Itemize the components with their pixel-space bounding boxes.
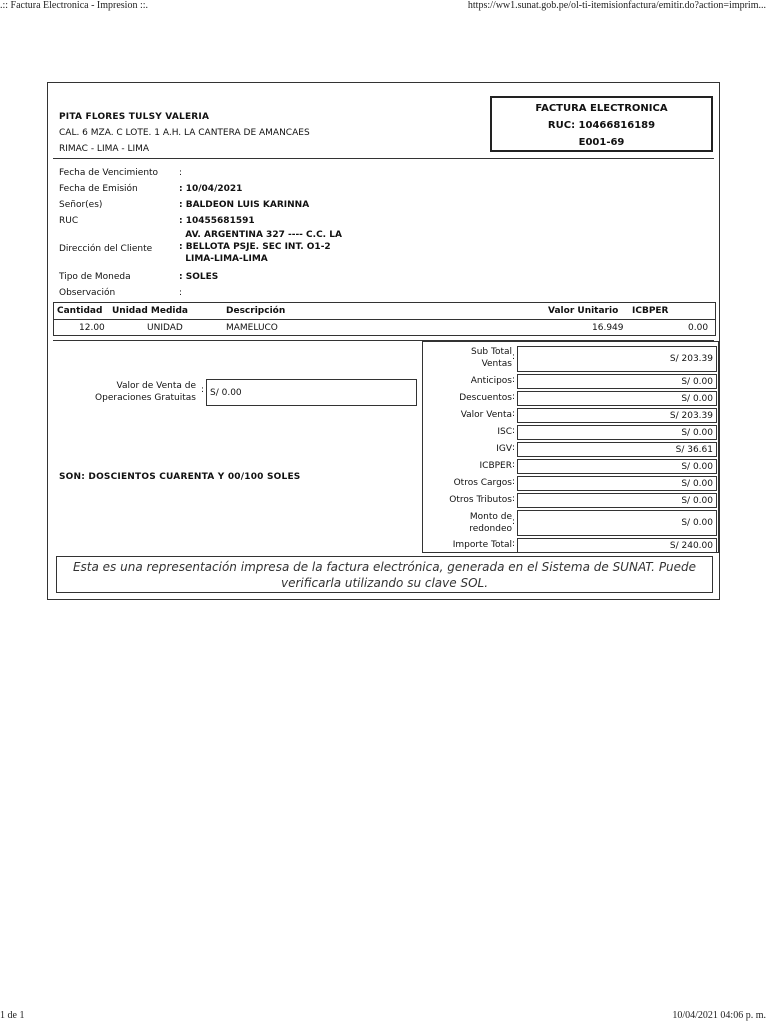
totals-panel: [422, 341, 719, 553]
free-ops-label-line: Operaciones Gratuitas: [95, 393, 196, 403]
total-label: Importe Total: [452, 540, 512, 550]
total-label: ICBPER: [479, 461, 512, 471]
cell-icbper: 0.00: [688, 323, 709, 333]
browser-page-title: .:: Factura Electronica - Impresion ::.: [0, 0, 149, 11]
browser-url: https://ww1.sunat.gob.pe/ol-ti-itemisionfactura/emitir.do?action=imprim...: [467, 0, 766, 11]
col-header-unit-value: Valor Unitario: [548, 306, 619, 316]
invoice-id-box: [490, 96, 713, 152]
invoice-document: [47, 82, 720, 600]
print-timestamp: 10/04/2021 04:06 p. m.: [672, 1010, 766, 1021]
info-label: Observación: [59, 288, 116, 298]
total-colon: :: [512, 539, 516, 549]
total-value: S/ 203.39: [517, 408, 717, 423]
total-value: S/ 240.00: [517, 538, 717, 553]
address-line: LIMA-LIMA-LIMA: [179, 254, 268, 264]
total-colon: :: [512, 352, 516, 362]
col-header-unit: Unidad Medida: [112, 306, 188, 316]
total-label: Descuentos: [459, 393, 512, 403]
invoice-number: E001-69: [578, 137, 625, 148]
cell-unit-value: 16.949: [592, 323, 624, 333]
address-line: AV. ARGENTINA 327 ---- C.C. LA: [179, 230, 342, 240]
total-label: ISC: [497, 427, 512, 437]
issuer-name: PITA FLORES TULSY VALERIA: [59, 112, 210, 122]
info-label: Tipo de Moneda: [59, 272, 131, 282]
invoice-type: FACTURA ELECTRONICA: [535, 103, 668, 114]
total-label-line: Sub Total: [470, 347, 512, 357]
total-value: S/ 36.61: [517, 442, 717, 457]
total-row-otros-cargos: [423, 475, 720, 491]
total-label-line: redondeo: [469, 524, 512, 534]
info-value: [179, 229, 342, 265]
total-row-isc: [423, 424, 720, 440]
info-value: : BALDEON LUIS KARINNA: [179, 200, 310, 210]
total-row-descuentos: [423, 390, 720, 406]
total-row-igv: [423, 441, 720, 457]
issuer-block: [59, 109, 310, 157]
total-row-valor-venta: [423, 407, 720, 423]
total-value: S/ 0.00: [517, 374, 717, 389]
total-row-importe-total: [423, 537, 720, 553]
total-row-otros-tributos: [423, 492, 720, 508]
total-label: Anticipos: [470, 376, 512, 386]
info-label: RUC: [59, 216, 79, 226]
total-row-redondeo: [423, 509, 720, 537]
items-table: [53, 302, 716, 336]
info-value: :: [179, 168, 183, 178]
total-value: S/ 0.00: [517, 510, 717, 536]
total-colon: :: [512, 443, 516, 453]
total-label: Otros Cargos: [453, 478, 512, 488]
total-colon: :: [512, 392, 516, 402]
total-colon: :: [512, 477, 516, 487]
total-value: S/ 0.00: [517, 391, 717, 406]
total-label-line: Ventas: [481, 359, 512, 369]
total-label: IGV: [496, 444, 512, 454]
header-divider: [53, 158, 714, 159]
total-label: [469, 511, 512, 535]
info-label: Dirección del Cliente: [59, 244, 153, 254]
col-header-icbper: ICBPER: [632, 306, 669, 316]
total-colon: :: [512, 426, 516, 436]
total-label: Otros Tributos: [449, 495, 512, 505]
total-label: [471, 346, 512, 370]
col-header-quantity: Cantidad: [57, 306, 103, 316]
issuer-address: CAL. 6 MZA. C LOTE. 1 A.H. LA CANTERA DE AMANCAES: [59, 128, 310, 138]
legal-note: Esta es una representación impresa de la factura electrónica, generada en el Sistema de SUNAT. Puede verificarla utilizando su clave SOL.: [56, 556, 713, 593]
info-label: Señor(es): [59, 200, 103, 210]
free-ops-value: S/ 0.00: [206, 379, 417, 406]
total-value: S/ 0.00: [517, 459, 717, 474]
info-value: :: [179, 288, 183, 298]
info-value: : 10/04/2021: [179, 184, 243, 194]
free-ops-colon: :: [201, 385, 205, 395]
free-ops-label: [59, 380, 196, 404]
total-value: S/ 0.00: [517, 476, 717, 491]
info-value: : 10455681591: [179, 216, 255, 226]
total-colon: :: [512, 375, 516, 385]
total-value: S/ 0.00: [517, 493, 717, 508]
info-label: Fecha de Emisión: [59, 184, 138, 194]
cell-unit: UNIDAD: [147, 323, 183, 333]
free-ops-label-line: Valor de Venta de: [116, 381, 196, 391]
address-line: : BELLOTA PSJE. SEC INT. O1-2: [179, 242, 331, 252]
total-label-line: Monto de: [469, 512, 512, 522]
page-count: 1 de 1: [0, 1010, 25, 1021]
total-colon: :: [512, 517, 516, 527]
info-value: : SOLES: [179, 272, 219, 282]
total-row-anticipos: [423, 373, 720, 389]
invoice-ruc: RUC: 10466816189: [547, 120, 656, 131]
total-row-icbper: [423, 458, 720, 474]
cell-description: MAMELUCO: [226, 323, 278, 333]
col-header-description: Descripción: [226, 306, 286, 316]
total-value: S/ 0.00: [517, 425, 717, 440]
cell-quantity: 12.00: [79, 323, 105, 333]
info-label: Fecha de Vencimiento: [59, 168, 159, 178]
total-colon: :: [512, 460, 516, 470]
total-value: S/ 203.39: [517, 346, 717, 372]
total-colon: :: [512, 494, 516, 504]
total-colon: :: [512, 409, 516, 419]
issuer-district: RIMAC - LIMA - LIMA: [59, 144, 150, 154]
amount-in-words: SON: DOSCIENTOS CUARENTA Y 00/100 SOLES: [59, 472, 301, 482]
total-label: Valor Venta: [460, 410, 512, 420]
total-row-subtotal: [423, 344, 720, 372]
